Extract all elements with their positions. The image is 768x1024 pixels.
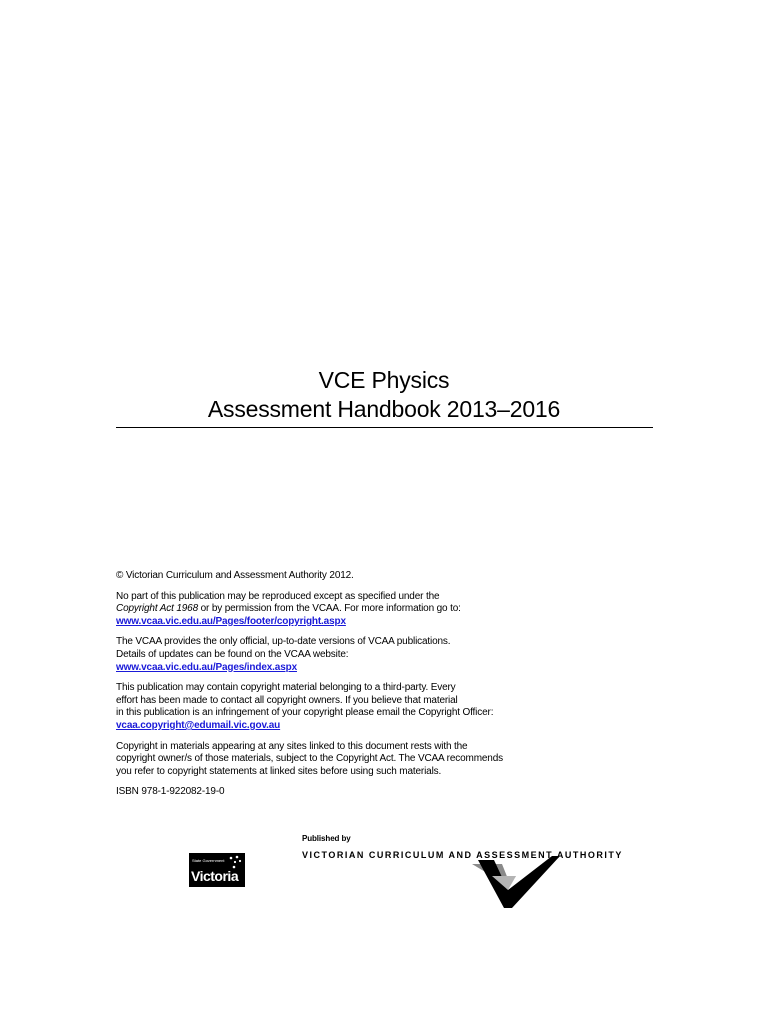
- published-by-label: Published by: [302, 834, 351, 843]
- updates-paragraph: [116, 636, 656, 674]
- star-cross-icon: [227, 855, 243, 869]
- copyright-page-link[interactable]: www.vcaa.vic.edu.au/Pages/footer/copyright.aspx: [116, 615, 346, 627]
- vcaa-website-link[interactable]: www.vcaa.vic.edu.au/Pages/index.aspx: [116, 661, 297, 673]
- vcaa-checkmark-logo: [472, 856, 560, 910]
- copyright-statement: [116, 570, 656, 583]
- updates-line-2: Details of updates can be found on the VCAA website:: [116, 648, 349, 660]
- isbn-text: ISBN 978-1-922082-19-0: [116, 786, 225, 798]
- updates-line-1: The VCAA provides the only official, up-to-date versions of VCAA publications.: [116, 636, 451, 648]
- copyright-notice: [116, 570, 656, 807]
- gov-logo-small-text: State Government: [192, 858, 225, 863]
- reproduction-line-1: No part of this publication may be reproduced except as specified under the: [116, 590, 440, 602]
- copyright-act-title: Copyright Act 1968: [116, 603, 198, 615]
- title-line-2: Assessment Handbook 2013–2016: [207, 396, 561, 422]
- check-stroke: [478, 856, 560, 908]
- third-party-paragraph: [116, 682, 656, 732]
- victoria-government-logo: [189, 853, 245, 887]
- copyright-officer-email-link[interactable]: vcaa.copyright@edumail.vic.gov.au: [116, 719, 281, 731]
- title-block: [0, 366, 768, 424]
- third-party-line-1: This publication may contain copyright material belonging to a third-party. Every: [116, 682, 456, 694]
- reproduction-paragraph: [116, 591, 656, 629]
- third-party-line-3: in this publication is an infringement of your copyright please email the Copyright Officer:: [116, 707, 494, 719]
- linked-sites-line-1: Copyright in materials appearing at any sites linked to this document rests with the: [116, 740, 468, 752]
- isbn: [116, 786, 656, 799]
- title-rule: [116, 427, 653, 428]
- reproduction-line-2: or by permission from the VCAA. For more information go to:: [197, 603, 461, 615]
- gov-logo-name: Victoria: [191, 868, 239, 884]
- linked-sites-line-3: you refer to copyright statements at linked sites before using such materials.: [116, 765, 442, 777]
- authority-name: VICTORIAN CURRICULUM AND ASSESSMENT AUTHORITY: [302, 850, 623, 860]
- third-party-line-2: effort has been made to contact all copyright owners. If you believe that material: [116, 694, 458, 706]
- linked-sites-line-2: copyright owner/s of those materials, subject to the Copyright Act. The VCAA recommends: [116, 753, 503, 765]
- title-line-1: VCE Physics: [318, 367, 450, 393]
- copyright-text: © Victorian Curriculum and Assessment Authority 2012.: [116, 570, 354, 581]
- linked-sites-paragraph: [116, 741, 656, 779]
